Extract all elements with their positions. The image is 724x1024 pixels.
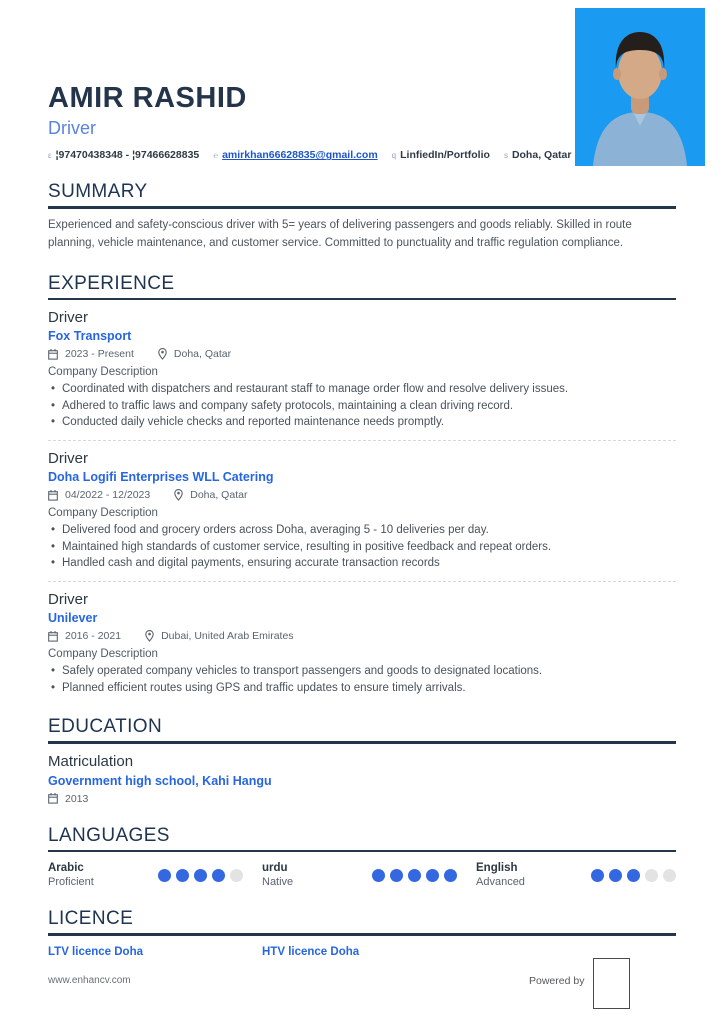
job-title: Driver	[48, 450, 88, 468]
job-entry	[48, 300, 676, 441]
proficiency-dot-filled	[390, 869, 403, 882]
job-meta-row	[48, 630, 676, 642]
phone-icon: ε	[48, 150, 52, 160]
proficiency-dot-empty	[230, 869, 243, 882]
calendar-icon	[48, 490, 58, 501]
education-year: 2013	[65, 792, 89, 805]
job-bullet: • Planned efficient routes using GPS and traffic updates to ensure timely arrivals.	[48, 680, 676, 697]
linkedin-icon: q	[391, 150, 397, 160]
job-title: Driver	[48, 591, 88, 609]
calendar-icon	[48, 349, 58, 360]
proficiency-dot-empty	[663, 869, 676, 882]
experience-section	[48, 273, 676, 697]
licence-item: LTV licence Doha	[48, 945, 144, 958]
email-link[interactable]: amirkhan66628835@gmail.com	[222, 149, 378, 162]
language-labels	[262, 862, 293, 888]
job-bullet: • Adhered to traffic laws and company safety protocols, maintaining a clean driving record.	[48, 398, 676, 415]
footer-website: www.enhancv.com	[48, 975, 131, 986]
proficiency-dot-filled	[372, 869, 385, 882]
languages-section	[48, 825, 676, 889]
job-bullet: • Coordinated with dispatchers and restaurant staff to manage order flow and resolve delivery issues.	[48, 381, 676, 398]
company-description-label: Company Description	[48, 507, 158, 520]
job-meta-row	[48, 489, 676, 501]
job-location: Dubai, United Arab Emirates	[161, 630, 294, 643]
experience-heading: EXPERIENCE	[48, 272, 175, 294]
education-section	[48, 716, 676, 805]
language-labels	[48, 862, 94, 888]
calendar-icon	[48, 793, 58, 804]
languages-heading-rule	[48, 850, 676, 853]
proficiency-dot-filled	[426, 869, 439, 882]
summary-section	[48, 181, 676, 252]
job-bullet: • Maintained high standards of customer service, resulting in positive feedback and repeat orders.	[48, 539, 676, 556]
job-location: Doha, Qatar	[173, 348, 232, 361]
summary-heading: SUMMARY	[48, 181, 148, 203]
job-dates: 04/2022 - 12/2023	[65, 489, 151, 502]
job-company: Unilever	[48, 611, 98, 626]
job-entry	[48, 441, 676, 582]
language-name: English	[476, 862, 518, 875]
location-label: Doha, Qatar	[511, 149, 572, 162]
person-job-title: Driver	[48, 118, 96, 139]
job-company: Doha Logifi Enterprises WLL Catering	[48, 470, 274, 485]
powered-by-logo	[593, 958, 630, 1009]
licence-heading-rule	[48, 933, 676, 936]
languages-heading: LANGUAGES	[48, 824, 170, 846]
proficiency-dot-filled	[609, 869, 622, 882]
summary-text: Experienced and safety-conscious driver with 5= years of delivering passengers and goods reliably. Skilled in route planning, vehicle maintenance, and customer service. Committed to punctuality and traffic regulation compliance.	[48, 218, 632, 249]
location-icon: s	[503, 150, 508, 160]
location-pin-icon	[174, 489, 183, 501]
proficiency-dot-filled	[212, 869, 225, 882]
job-bullet: • Safely operated company vehicles to transport passengers and goods to designated locations.	[48, 663, 676, 680]
language-labels	[476, 862, 525, 888]
job-dates: 2016 - 2021	[65, 630, 122, 643]
job-dates: 2023 - Present	[65, 348, 134, 361]
location-item	[504, 149, 572, 161]
linkedin-item	[392, 149, 490, 161]
education-heading-rule	[48, 741, 676, 744]
summary-heading-rule	[48, 206, 676, 209]
education-heading: EDUCATION	[48, 716, 163, 738]
email-icon: ℮	[213, 150, 219, 160]
job-location: Doha, Qatar	[190, 489, 248, 502]
powered-by-label: Powered by	[529, 975, 585, 987]
proficiency-dot-filled	[627, 869, 640, 882]
company-description-label: Company Description	[48, 366, 158, 379]
contact-row	[48, 149, 573, 161]
calendar-icon	[48, 631, 58, 642]
language-item	[48, 862, 262, 888]
language-name: Arabic	[48, 862, 84, 875]
language-proficiency-dots	[591, 869, 676, 882]
language-proficiency-dots	[158, 869, 243, 882]
proficiency-dot-filled	[194, 869, 207, 882]
job-entry	[48, 582, 676, 696]
phone-numbers: ¦97470438348 - ¦97466628835	[55, 149, 200, 162]
location-pin-icon	[145, 630, 154, 642]
languages-row	[48, 862, 676, 888]
proficiency-dot-filled	[176, 869, 189, 882]
licence-section	[48, 908, 676, 958]
education-meta-row	[48, 793, 676, 805]
job-company: Fox Transport	[48, 329, 132, 344]
proficiency-dot-empty	[645, 869, 658, 882]
education-degree: Matriculation	[48, 752, 134, 770]
profile-photo-image	[575, 8, 705, 166]
language-level: Proficient	[48, 876, 94, 889]
location-pin-icon	[158, 348, 167, 360]
job-bullet: • Handled cash and digital payments, ensuring accurate transaction records	[48, 555, 676, 572]
proficiency-dot-filled	[591, 869, 604, 882]
profile-photo	[575, 8, 705, 166]
job-title: Driver	[48, 309, 88, 327]
job-bullets	[48, 522, 676, 572]
job-bullet: • Conducted daily vehicle checks and reported maintenance needs promptly.	[48, 414, 676, 431]
proficiency-dot-filled	[444, 869, 457, 882]
language-level: Native	[262, 876, 294, 889]
phone-item	[48, 149, 199, 161]
language-proficiency-dots	[372, 869, 457, 882]
proficiency-dot-filled	[408, 869, 421, 882]
company-description-label: Company Description	[48, 648, 158, 661]
licence-item: HTV licence Doha	[262, 945, 360, 958]
job-meta-row	[48, 348, 676, 360]
education-school: Government high school, Kahi Hangu	[48, 773, 272, 788]
language-item	[476, 862, 676, 888]
job-bullet: • Delivered food and grocery orders across Doha, averaging 5 - 10 deliveries per day.	[48, 522, 676, 539]
licence-heading: LICENCE	[48, 908, 134, 930]
linkedin-label: LinfiedIn/Portfolio	[400, 149, 490, 162]
licence-row	[48, 946, 676, 958]
language-item	[262, 862, 476, 888]
job-bullets	[48, 663, 676, 696]
email-item	[213, 149, 377, 161]
proficiency-dot-filled	[158, 869, 171, 882]
person-name: AMIR RASHID	[48, 82, 247, 114]
job-bullets	[48, 381, 676, 431]
language-level: Advanced	[476, 876, 525, 889]
language-name: urdu	[262, 862, 288, 875]
